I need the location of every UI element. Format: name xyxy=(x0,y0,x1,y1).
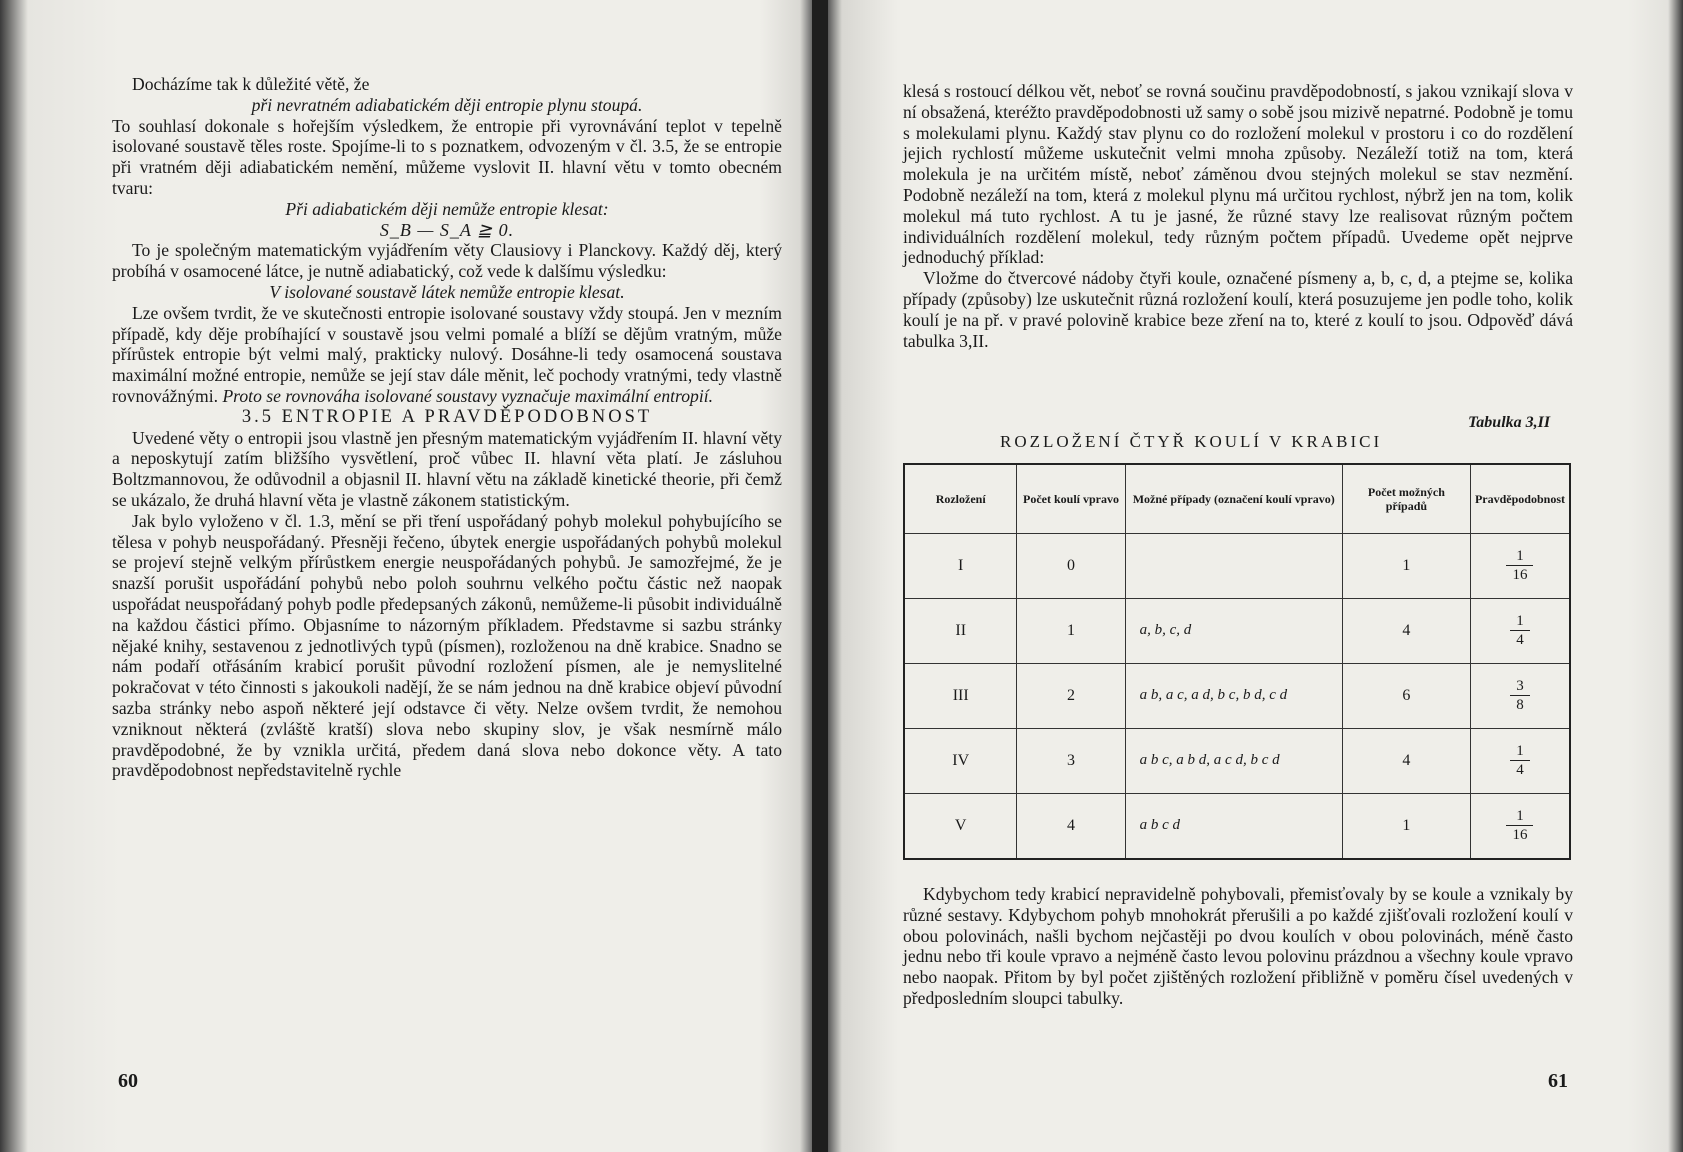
paragraph xyxy=(112,303,782,407)
fraction-denominator: 4 xyxy=(1516,632,1524,649)
paragraph: To souhlasí dokonale s hořejším výsledkem, že entropie při vyrovnávání teplot v tepelně isolované soustavě těles roste. Spojíme-li to s poznatkem, odvozeným v čl. 3.5, že se entropie při vratném ději adiabatickém nemění, můžeme vyslovit II. hlavní větu v tomto obecném tvaru: xyxy=(112,115,782,198)
distribution-table xyxy=(903,463,1571,860)
cell-pravdepodobnost xyxy=(1470,598,1570,663)
italic-statement: Při adiabatickém ději nemůže entropie klesat: xyxy=(285,198,609,219)
fraction-denominator: 4 xyxy=(1516,762,1524,779)
header-pocet-moznych: Počet možných případů xyxy=(1342,464,1470,534)
table-header-row xyxy=(904,464,1570,534)
fraction-numerator: 1 xyxy=(1510,742,1530,761)
cell-pravdepodobnost xyxy=(1470,663,1570,728)
fraction-numerator: 3 xyxy=(1510,677,1530,696)
book-gutter xyxy=(812,0,828,1152)
table-reference: Tabulka 3,II xyxy=(1468,414,1551,431)
table-row xyxy=(904,598,1570,663)
paragraph-text: Lze ovšem tvrdit, že ve skutečnosti entropie isolované soustavy vždy stoupá. Jen v mezním případě, kdy děje probíhající v soustavě jsou velmi pomalé a blíží se dějům vratným, může přírůstek entropie být velmi malý, prakticky nulový. Dosáhne-li tedy osamocená soustava maximální možné entropie, nemůže se její stav dále měnit, leč pochody vratnými, tedy vlastně rovnovážnými. xyxy=(112,302,782,406)
italic-conclusion: Proto se rovnováha isolované soustavy vyznačuje maximální entropií. xyxy=(222,385,714,406)
entropy-formula: S_B — S_A ≧ 0. xyxy=(379,219,515,240)
cell-pravdepodobnost xyxy=(1470,534,1570,599)
probability-fraction xyxy=(1510,677,1530,714)
fraction-numerator: 1 xyxy=(1506,807,1533,826)
cell-pocet-moznych: 1 xyxy=(1342,534,1470,599)
cell-pocet-kouli: 0 xyxy=(1017,534,1125,599)
cell-pocet-moznych: 6 xyxy=(1342,663,1470,728)
fraction-numerator: 1 xyxy=(1510,612,1530,631)
cell-rozlozeni: I xyxy=(904,534,1017,599)
cell-pocet-moznych: 4 xyxy=(1342,598,1470,663)
header-pocet-kouli: Počet koulí vpravo xyxy=(1017,464,1125,534)
fraction-numerator: 1 xyxy=(1506,547,1533,566)
header-rozlozeni: Rozložení xyxy=(904,464,1017,534)
right-page-text-bottom xyxy=(903,884,1573,1009)
italic-statement: při nevratném adiabatickém ději entropie plynu stoupá. xyxy=(251,94,643,115)
probability-fraction xyxy=(1506,807,1533,844)
probability-fraction xyxy=(1510,612,1530,649)
page-number-left: 60 xyxy=(118,1070,138,1092)
fraction-denominator: 16 xyxy=(1512,567,1528,584)
page-number-right: 61 xyxy=(1548,1070,1568,1092)
table-row xyxy=(904,793,1570,859)
table-row xyxy=(904,663,1570,728)
cell-mozne-pripady: a, b, c, d xyxy=(1125,598,1342,663)
header-mozne-pripady: Možné případy (označení koulí vpravo) xyxy=(1125,464,1342,534)
cell-mozne-pripady xyxy=(1125,534,1342,599)
cell-pocet-kouli: 3 xyxy=(1017,728,1125,793)
cell-pocet-moznych: 1 xyxy=(1342,793,1470,859)
table-body xyxy=(904,534,1570,860)
cell-rozlozeni: IV xyxy=(904,728,1017,793)
right-page-text xyxy=(903,81,1573,351)
fraction-denominator: 16 xyxy=(1512,827,1528,844)
cell-pocet-kouli: 1 xyxy=(1017,598,1125,663)
cell-pravdepodobnost xyxy=(1470,728,1570,793)
cell-rozlozeni: II xyxy=(904,598,1017,663)
cell-rozlozeni: III xyxy=(904,663,1017,728)
paragraph: Vložme do čtvercové nádoby čtyři koule, označené písmeny a, b, c, d, a ptejme se, kolika případy (způsoby) lze uskutečnit různá rozložení koulí, která posuzujeme jen podle toho, kolik koulí je na př. v pravé polovině krabice beze zření na to, které z koulí to jsou. Odpověď dává tabulka 3,II. xyxy=(903,268,1573,351)
cell-mozne-pripady: a b c, a b d, a c d, b c d xyxy=(1125,728,1342,793)
paragraph: Uvedené věty o entropii jsou vlastně jen přesným matematickým vyjádřením II. hlavní věty a neposkytují zatím bližšího vysvětlení, proč vůbec II. hlavní věta platí. Je zásluhou Boltzmannovou, že odůvodnil a objasnil II. hlavní větu na základě kinetické theorie, při čemž se ukázalo, že druhá hlavní věta je vlastně zákonem statistickým. xyxy=(112,427,782,510)
table-title: ROZLOŽENÍ ČTYŘ KOULÍ V KRABICI xyxy=(1000,432,1383,451)
table-row xyxy=(904,728,1570,793)
cell-pravdepodobnost xyxy=(1470,793,1570,859)
header-pravdepodobnost: Pravděpodobnost xyxy=(1470,464,1570,534)
cell-pocet-kouli: 2 xyxy=(1017,663,1125,728)
paragraph: To je společným matematickým vyjádřením věty Clausiovy i Planckovy. Každý děj, který probíhá v osamocené látce, je nutně adiabatický, což vede k dalšímu výsledku: xyxy=(112,240,782,282)
cell-pocet-kouli: 4 xyxy=(1017,793,1125,859)
paragraph: klesá s rostoucí délkou vět, neboť se rovná součinu pravděpodobností, s jakou vznikají slova v ní obsažená, kteréžto pravděpodobnosti už samy o sobě jsou mizivě nepatrné. Podobně je tomu s molekulami plynu. Každý stav plynu co do rozložení molekul v prostoru i co do rozdělení jejich rychlostí můžeme uskutečnit velmi mnoha způsoby. Nezáleží totiž na tom, která molekula je na určitém místě, neboť záměnou dvou stejných molekul se stav nezmění. Podobně nezáleží na tom, která z molekul plynu má určitou rychlost, nýbrž jen na tom, kolik molekul má tuto rychlost. A tu je jasné, že různé stavy lze realisovat různým počtem individuálních rozdělení molekul, tedy různým počtem případů. Uvedeme opět nejprve jednoduchý příklad: xyxy=(903,81,1573,268)
cell-rozlozeni: V xyxy=(904,793,1017,859)
section-heading: 3.5 ENTROPIE A PRAVDĚPODOBNOST xyxy=(241,406,653,427)
fraction-denominator: 8 xyxy=(1516,697,1524,714)
table-row xyxy=(904,534,1570,599)
paragraph: Docházíme tak k důležité větě, že xyxy=(132,74,370,94)
probability-fraction xyxy=(1510,742,1530,779)
italic-statement: V isolované soustavě látek nemůže entropie klesat. xyxy=(269,281,625,302)
cell-pocet-moznych: 4 xyxy=(1342,728,1470,793)
paragraph: Kdybychom tedy krabicí nepravidelně pohybovali, přemisťovaly by se koule a vznikaly by různé sestavy. Kdybychom pohyb mnohokrát přerušili a po každé zjišťovali rozložení koulí v obou polovinách, našli bychom nejčastěji po dvou koulích v obou polovinách, méně často jednu nebo tři koule vpravo a nejméně často levou polovinu prázdnou a všechny koule vpravo nebo naopak. Přitom by byl počet zjištěných rozložení přibližně v poměru čísel uvedených v předposledním sloupci tabulky. xyxy=(903,884,1573,1008)
probability-fraction xyxy=(1506,547,1533,584)
cell-mozne-pripady: a b c d xyxy=(1125,793,1342,859)
cell-mozne-pripady: a b, a c, a d, b c, b d, c d xyxy=(1125,663,1342,728)
left-page-text xyxy=(112,74,782,781)
paragraph: Jak bylo vyloženo v čl. 1.3, mění se při tření uspořádaný pohyb molekul pohybujícího se tělesa v pohyb neuspořádaný. Přesněji řečeno, úbytek energie uspořádaných pohybů molekul se projeví stejně velkým přírůstkem energie neuspořádaných pohybů. Je samozřejmé, že je snazší porušit uspořádání pohybů nebo poloh souhrnu velkého počtu částic než naopak uspořádat neuspořádaný pohyb podle předepsaných zákonů, nemůžeme-li působit individuálně na každou částici přímo. Objasníme to názorným příkladem. Představme si sazbu stránky nějaké knihy, sestavenou z jednotlivých typů (písmen), rozloženou na dně krabice. Snadno se nám podaří otřásáním krabicí porušit původní rozložení písmen, ale je nemyslitelné pokračovat v této činnosti s jakoukoli nadějí, že se nám jednou na dně krabice objeví původní sazba stránky nebo aspoň některé její odstavce či věty. Nelze ovšem tvrdit, že nemohou vzniknout některá (zvláště kratší) slova nebo skupiny slov, je však nesmírně málo pravděpodobné, že by vznikla určitá, předem daná slova nebo dokonce věty. A tato pravděpodobnost nepředstavitelně rychle xyxy=(112,510,782,781)
